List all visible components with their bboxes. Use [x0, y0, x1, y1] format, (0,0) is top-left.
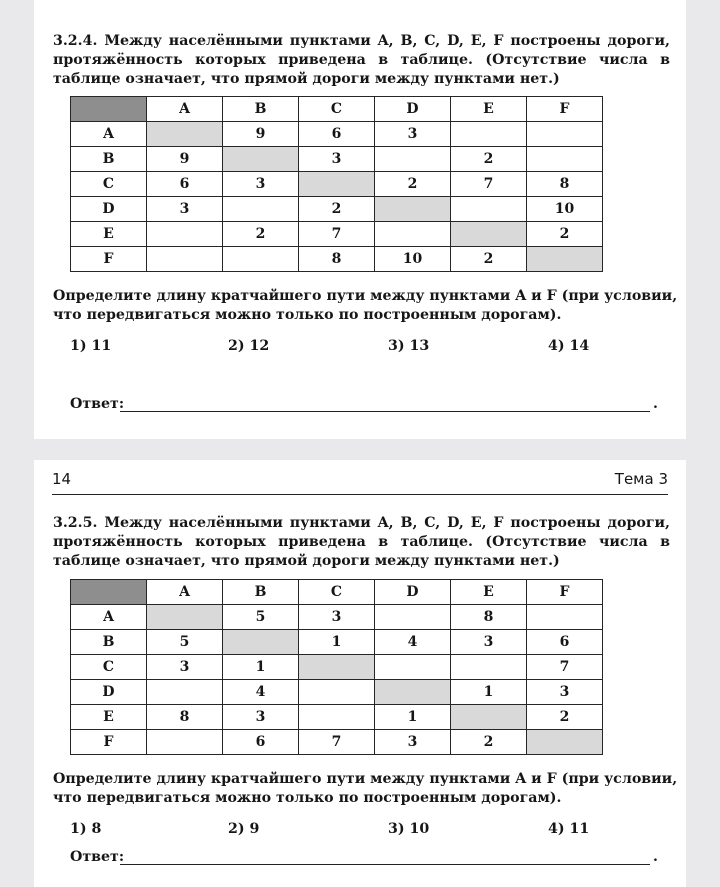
table-cell — [223, 247, 299, 272]
question-text-2: Определите длину кратчайшего пути между пунктами A и F (при условии, что передвигаться можно только по построенным дорогам). — [53, 771, 678, 806]
column-header: D — [375, 580, 451, 605]
problem-text-2: Между населёнными пунктами A, B, C, D, E, F построены дороги, протяжённость которых приведена в таблице. (Отсутствие числа в таблице означает, что прямой дороги между пунктами нет.) — [53, 515, 670, 569]
table-cell: 9 — [223, 122, 299, 147]
table-cell — [451, 122, 527, 147]
answer-options-2 — [70, 821, 630, 841]
table-cell: 7 — [527, 655, 603, 680]
table-cell — [375, 147, 451, 172]
distance-table-1 — [70, 96, 603, 272]
table-cell: 9 — [147, 147, 223, 172]
table-cell: 6 — [147, 172, 223, 197]
table-cell — [451, 222, 527, 247]
table-row — [71, 222, 603, 247]
table-row — [71, 680, 603, 705]
topic-title: Тема 3 — [614, 470, 668, 488]
row-header: F — [71, 730, 147, 755]
table-cell: 10 — [375, 247, 451, 272]
answer-period-1: . — [653, 396, 658, 412]
table-cell: 1 — [299, 630, 375, 655]
table-cell: 3 — [223, 705, 299, 730]
table-cell — [375, 222, 451, 247]
table-cell: 2 — [451, 730, 527, 755]
table-header-row — [71, 580, 603, 605]
column-header: B — [223, 580, 299, 605]
answer-line-2 — [120, 864, 650, 865]
table-cell: 2 — [451, 147, 527, 172]
table-row — [71, 630, 603, 655]
table-cell — [299, 655, 375, 680]
problem-number-1: 3.2.4. — [53, 33, 98, 49]
column-header: C — [299, 97, 375, 122]
answer-period-2: . — [653, 849, 658, 865]
table-cell: 3 — [375, 730, 451, 755]
table-cell: 3 — [451, 630, 527, 655]
answer-label-2: Ответ: — [70, 849, 125, 865]
row-header: D — [71, 680, 147, 705]
table-cell — [223, 147, 299, 172]
table-cell — [223, 197, 299, 222]
question-text-1: Определите длину кратчайшего пути между пунктами A и F (при условии, что передвигаться можно только по построенным дорогам). — [53, 288, 678, 323]
table-cell — [451, 197, 527, 222]
table-cell: 2 — [375, 172, 451, 197]
row-header: E — [71, 222, 147, 247]
table-cell: 2 — [299, 197, 375, 222]
page-header — [52, 470, 668, 496]
table-cell — [147, 605, 223, 630]
table-cell — [147, 122, 223, 147]
table-cell: 6 — [527, 630, 603, 655]
option-1: 1) 8 — [70, 821, 102, 837]
table-row — [71, 172, 603, 197]
table-cell: 7 — [451, 172, 527, 197]
answer-line-1 — [120, 411, 650, 412]
row-header: A — [71, 605, 147, 630]
table-cell — [147, 730, 223, 755]
table-cell: 7 — [299, 730, 375, 755]
page-upper — [34, 0, 686, 439]
table-cell — [147, 222, 223, 247]
option-4: 4) 14 — [548, 338, 590, 354]
table-cell — [299, 705, 375, 730]
table-cell — [147, 680, 223, 705]
option-3: 3) 13 — [388, 338, 430, 354]
column-header: B — [223, 97, 299, 122]
table-cell: 10 — [527, 197, 603, 222]
table-cell — [527, 730, 603, 755]
table-cell: 2 — [527, 222, 603, 247]
table-header-row — [71, 97, 603, 122]
table-cell: 3 — [375, 122, 451, 147]
table-cell: 3 — [299, 147, 375, 172]
problem-statement-2 — [53, 514, 670, 571]
problem-text-1: Между населёнными пунктами A, B, C, D, E, F построены дороги, протяжённость которых приведена в таблице. (Отсутствие числа в таблице означает, что прямой дороги между пунктами нет.) — [53, 33, 670, 87]
table-row — [71, 122, 603, 147]
table-row — [71, 147, 603, 172]
row-header: D — [71, 197, 147, 222]
row-header: F — [71, 247, 147, 272]
answer-options-1 — [70, 338, 630, 358]
distance-table-2 — [70, 579, 603, 755]
column-header: A — [147, 97, 223, 122]
table-cell: 1 — [223, 655, 299, 680]
table-row — [71, 730, 603, 755]
column-header: D — [375, 97, 451, 122]
table-cell — [375, 605, 451, 630]
table-cell — [223, 630, 299, 655]
row-header: B — [71, 630, 147, 655]
column-header: E — [451, 580, 527, 605]
table-corner-cell — [71, 580, 147, 605]
option-4: 4) 11 — [548, 821, 590, 837]
table-cell — [527, 122, 603, 147]
problem-number-2: 3.2.5. — [53, 515, 98, 531]
row-header: E — [71, 705, 147, 730]
option-2: 2) 9 — [228, 821, 260, 837]
table-cell — [527, 147, 603, 172]
header-divider — [52, 494, 668, 495]
table-row — [71, 655, 603, 680]
table-cell: 7 — [299, 222, 375, 247]
table-cell: 5 — [147, 630, 223, 655]
table-cell: 2 — [451, 247, 527, 272]
row-header: B — [71, 147, 147, 172]
table-cell — [375, 680, 451, 705]
table-cell: 3 — [147, 197, 223, 222]
column-header: E — [451, 97, 527, 122]
table-cell — [527, 605, 603, 630]
table-cell — [147, 247, 223, 272]
table-cell — [299, 172, 375, 197]
table-cell — [299, 680, 375, 705]
table-cell: 3 — [527, 680, 603, 705]
table-cell — [451, 655, 527, 680]
table-row — [71, 197, 603, 222]
table-cell: 4 — [223, 680, 299, 705]
row-header: A — [71, 122, 147, 147]
table-cell: 5 — [223, 605, 299, 630]
table-cell: 8 — [147, 705, 223, 730]
option-1: 1) 11 — [70, 338, 112, 354]
table-cell: 8 — [527, 172, 603, 197]
table-cell: 2 — [527, 705, 603, 730]
table-corner-cell — [71, 97, 147, 122]
table-cell: 3 — [223, 172, 299, 197]
column-header: A — [147, 580, 223, 605]
table-cell: 8 — [451, 605, 527, 630]
option-3: 3) 10 — [388, 821, 430, 837]
row-header: C — [71, 172, 147, 197]
table-cell — [451, 705, 527, 730]
page-lower — [34, 460, 686, 887]
table-cell — [527, 247, 603, 272]
page-number: 14 — [52, 470, 72, 488]
column-header: F — [527, 97, 603, 122]
table-row — [71, 605, 603, 630]
row-header: C — [71, 655, 147, 680]
table-cell: 8 — [299, 247, 375, 272]
table-cell: 6 — [299, 122, 375, 147]
table-cell: 3 — [299, 605, 375, 630]
answer-label-1: Ответ: — [70, 396, 125, 412]
table-cell — [375, 655, 451, 680]
table-row — [71, 705, 603, 730]
table-cell: 4 — [375, 630, 451, 655]
table-cell: 3 — [147, 655, 223, 680]
table-cell: 2 — [223, 222, 299, 247]
column-header: C — [299, 580, 375, 605]
table-cell — [375, 197, 451, 222]
table-cell: 1 — [451, 680, 527, 705]
column-header: F — [527, 580, 603, 605]
table-cell: 1 — [375, 705, 451, 730]
table-cell: 6 — [223, 730, 299, 755]
problem-statement-1 — [53, 32, 670, 89]
table-row — [71, 247, 603, 272]
option-2: 2) 12 — [228, 338, 270, 354]
